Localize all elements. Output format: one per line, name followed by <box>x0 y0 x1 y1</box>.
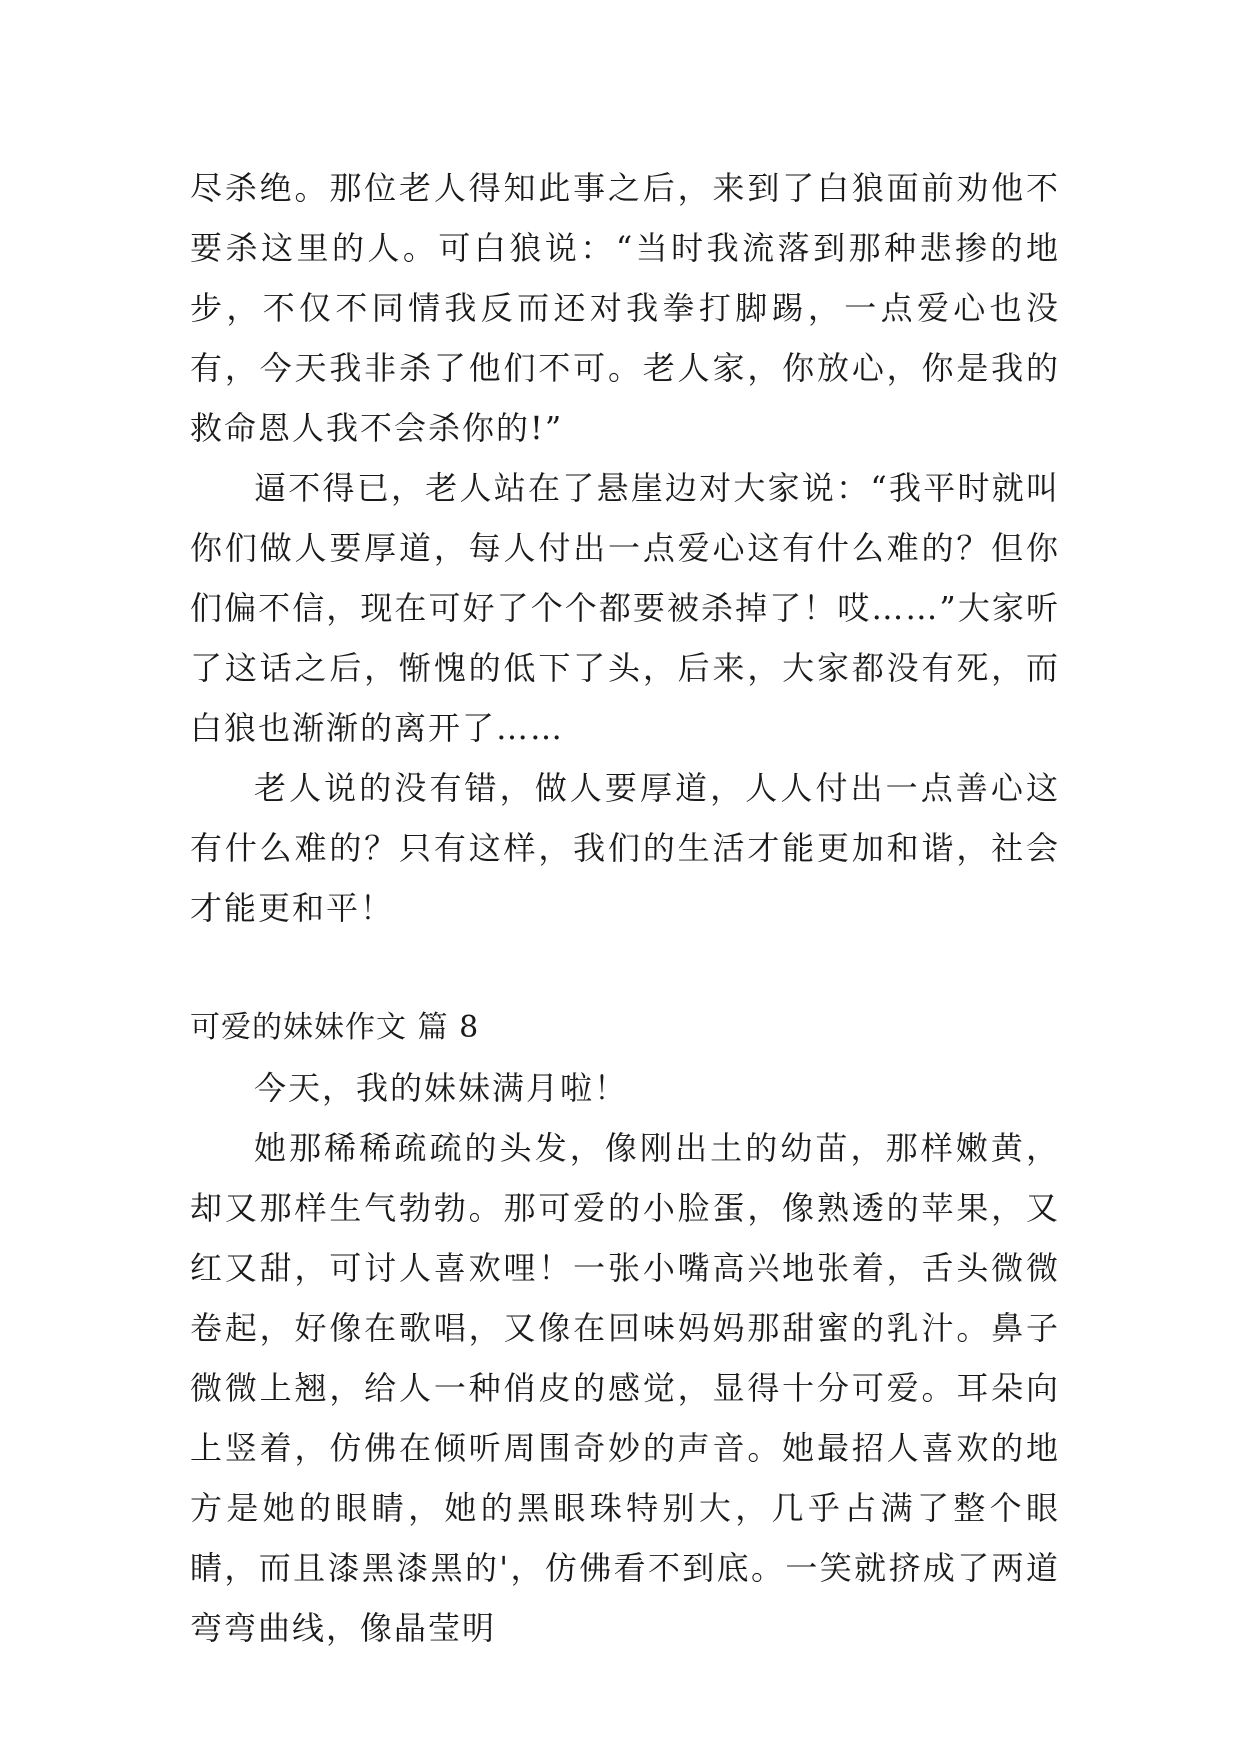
section-heading: 可爱的妹妹作文 篇 8 <box>190 1010 480 1045</box>
paragraph-2: 逼不得已，老人站在了悬崖边对大家说：“我平时就叫你们做人要厚道，每人付出一点爱心这有什么难的？但你们偏不信，现在可好了个个都要被杀掉了！哎……”大家听了这话之后，惭愧的低下了头，后来，大家都没有死，而白狼也渐渐的离开了…… <box>190 469 1060 747</box>
paragraph-1: 尽杀绝。那位老人得知此事之后，来到了白狼面前劝他不要杀这里的人。可白狼说：“当时我流落到那种悲掺的地步，不仅不同情我反而还对我拳打脚踢，一点爱心也没有，今天我非杀了他们不可。老人家，你放心，你是我的救命恩人我不会杀你的!” <box>190 169 1060 447</box>
document-body <box>190 158 1060 1658</box>
paragraph-4: 今天，我的妹妹满月啦！ <box>254 1069 629 1107</box>
paragraph-3: 老人说的没有错，做人要厚道，人人付出一点善心这有什么难的？只有这样，我们的生活才能更加和谐，社会才能更和平！ <box>190 769 1060 927</box>
paragraph-5: 她那稀稀疏疏的头发，像刚出土的幼苗，那样嫩黄，却又那样生气勃勃。那可爱的小脸蛋，像熟透的苹果，又红又甜，可讨人喜欢哩！一张小嘴高兴地张着，舌头微微卷起，好像在歌唱，又像在回味妈妈那甜蜜的乳汁。鼻子微微上翘，给人一种俏皮的感觉，显得十分可爱。耳朵向上竖着，仿佛在倾听周围奇妙的声音。她最招人喜欢的地方是她的眼睛，她的黑眼珠特别大，几乎占满了整个眼睛，而且漆黑漆黑的'，仿佛看不到底。一笑就挤成了两道弯弯曲线，像晶莹明 <box>190 1129 1060 1647</box>
